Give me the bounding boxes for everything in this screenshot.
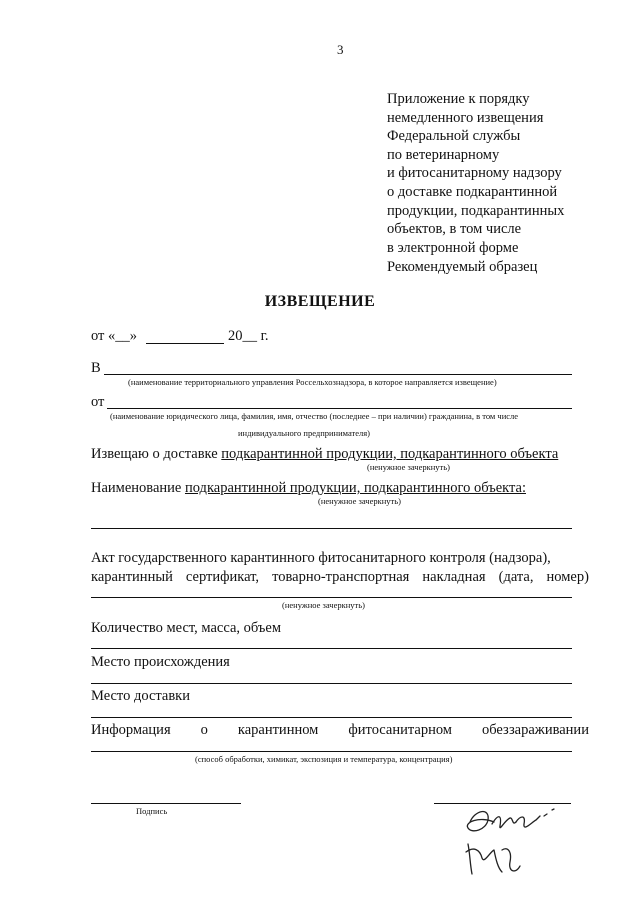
quantity-label: Количество мест, масса, объем xyxy=(91,620,282,636)
appendix-line: объектов, в том числе xyxy=(387,221,522,238)
disinfection-word: о xyxy=(200,722,208,738)
origin-label: Место происхождения xyxy=(91,654,230,670)
disinfection-word: фитосанитарном xyxy=(348,722,452,738)
product-name-field-line[interactable] xyxy=(91,528,572,529)
product-name-caption: (ненужное зачеркнуть) xyxy=(318,496,401,506)
date-month-blank[interactable] xyxy=(146,343,224,344)
act-word: карантинный xyxy=(91,569,173,585)
appendix-line: Федеральной службы xyxy=(387,128,521,145)
from-field-caption-2: индивидуального предпринимателя) xyxy=(238,428,370,438)
disinfection-caption: (способ обработки, химикат, экспозиция и температура, концентрация) xyxy=(195,754,453,764)
appendix-line: в электронной форме xyxy=(387,239,519,256)
document-title: ИЗВЕЩЕНИЕ xyxy=(264,293,376,310)
date-prefix: от «__» xyxy=(91,328,138,344)
appendix-line: немедленного извещения xyxy=(387,109,544,126)
appendix-line: Приложение к порядку xyxy=(387,91,530,107)
from-field-line[interactable] xyxy=(107,408,572,409)
page-number: 3 xyxy=(337,42,344,57)
disinfection-line xyxy=(91,722,589,739)
notify-line xyxy=(91,446,558,463)
appendix-note xyxy=(387,90,564,257)
appendix-line: о доставке подкарантинной xyxy=(387,183,558,200)
act-word: сертификат, xyxy=(185,569,260,585)
notify-underlined: подкарантинной продукции, подкарантинного объекта xyxy=(221,446,559,462)
act-caption: (ненужное зачеркнуть) xyxy=(282,600,365,610)
act-word: (дата, xyxy=(498,569,534,585)
act-line-2 xyxy=(91,569,589,586)
to-field-caption: (наименование территориального управления Россельхознадзора, в которое направляется извещение) xyxy=(128,377,497,387)
delivery-label: Место доставки xyxy=(91,688,190,704)
notify-text: Извещаю о доставке xyxy=(91,446,218,462)
act-word: товарно-транспортная xyxy=(272,569,410,585)
signature-caption: Подпись xyxy=(136,806,168,816)
quantity-field-line[interactable] xyxy=(91,648,572,649)
act-word: номер) xyxy=(546,569,589,585)
product-name-underlined: подкарантинной продукции, подкарантинного объекта: xyxy=(184,480,526,496)
date-year: 20__ г. xyxy=(228,328,269,344)
notify-caption: (ненужное зачеркнуть) xyxy=(367,462,450,472)
product-name-text: Наименование xyxy=(91,480,182,496)
appendix-line: по ветеринарному xyxy=(387,146,500,163)
product-name-line xyxy=(91,480,526,497)
act-line-1: Акт государственного карантинного фитосанитарного контроля (надзора), xyxy=(91,550,551,566)
to-field-line[interactable] xyxy=(104,374,572,375)
to-label: В xyxy=(91,360,101,376)
handwritten-signature xyxy=(450,792,570,882)
origin-field-line[interactable] xyxy=(91,683,572,684)
signature-line[interactable] xyxy=(91,803,241,804)
disinfection-word: обеззараживании xyxy=(482,722,589,738)
appendix-line: продукции, подкарантинных xyxy=(387,202,565,219)
disinfection-word: Информация xyxy=(91,722,171,738)
act-word: накладная xyxy=(422,569,486,585)
from-label: от xyxy=(91,394,105,410)
act-field-line[interactable] xyxy=(91,597,572,598)
appendix-line: и фитосанитарному надзору xyxy=(387,165,562,182)
sample-label: Рекомендуемый образец xyxy=(387,259,538,275)
disinfection-field-line[interactable] xyxy=(91,751,572,752)
disinfection-word: карантинном xyxy=(237,722,319,738)
from-field-caption-1: (наименование юридического лица, фамилия, имя, отчество (последнее – при наличии) гражданина, в том числе xyxy=(110,411,519,421)
delivery-field-line[interactable] xyxy=(91,717,572,718)
